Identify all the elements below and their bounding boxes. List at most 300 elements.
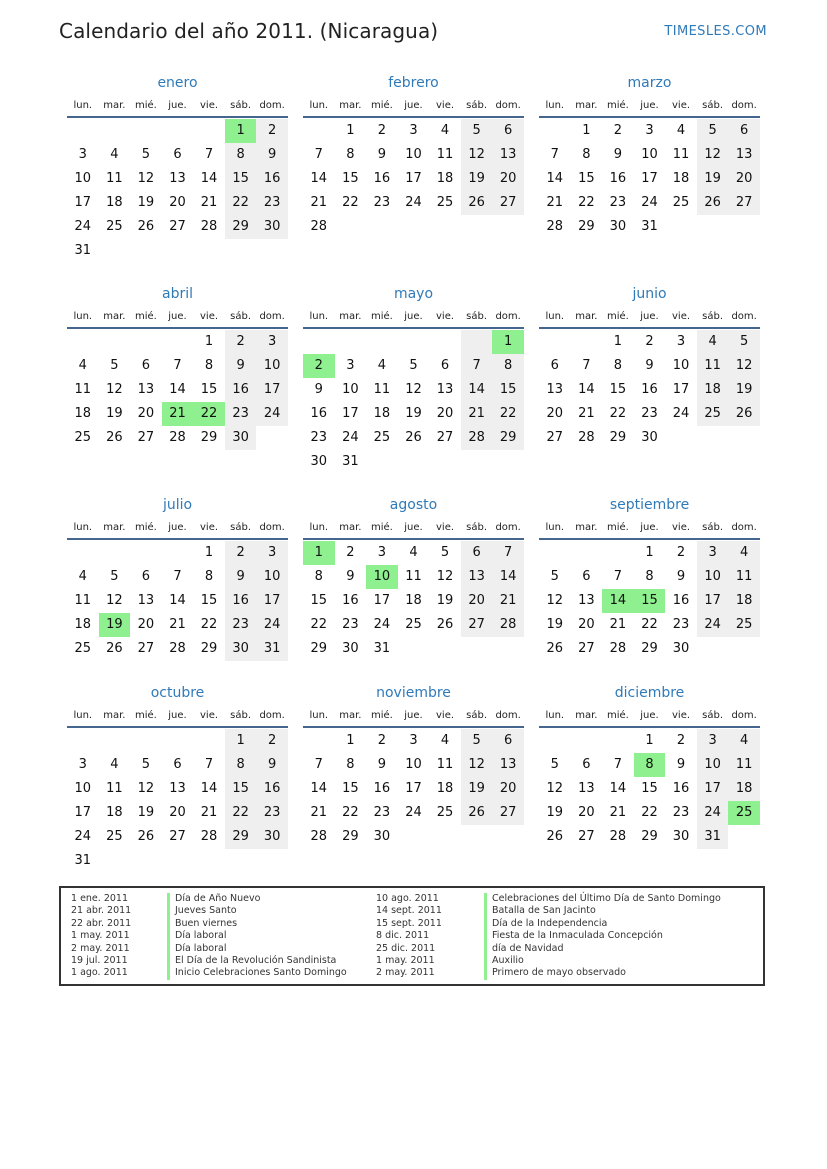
month-name: marzo (627, 75, 672, 91)
week-row (303, 565, 524, 589)
empty-day-cell (429, 637, 461, 661)
day-cell: 29 (200, 641, 218, 656)
day-cell: 24 (641, 195, 658, 210)
day-cell: 19 (137, 195, 155, 210)
weekday-header (67, 305, 288, 329)
empty-day-cell (398, 215, 430, 239)
day-cell: 16 (310, 406, 328, 421)
week-row (303, 143, 524, 167)
day-cell: 13 (492, 143, 524, 167)
day-cell: 12 (461, 143, 493, 167)
empty-day-cell (539, 729, 571, 753)
empty-day-cell (571, 330, 603, 354)
legend-holiday-name: Primero de mayo observado (484, 967, 721, 979)
day-cell: 18 (74, 617, 92, 632)
empty-day-cell (130, 729, 162, 753)
day-cell: 3 (256, 541, 288, 565)
day-cell: 24 (405, 805, 422, 820)
day-cell: 3 (645, 123, 654, 138)
day-cell: 11 (436, 757, 454, 772)
weekday-label: vie. (200, 99, 219, 111)
empty-day-cell (571, 729, 603, 753)
day-cell: 25 (672, 195, 690, 210)
weekday-label: mar. (103, 521, 126, 533)
day-cell: 20 (546, 406, 564, 421)
day-cell: 9 (256, 753, 288, 777)
day-cell: 14 (169, 593, 186, 608)
weekday-label: vie. (200, 310, 219, 322)
day-cell: 20 (169, 195, 186, 210)
day-cell: 29 (641, 829, 658, 844)
day-cell: 7 (314, 757, 323, 772)
day-cell: 13 (169, 171, 186, 186)
day-cell: 12 (405, 382, 422, 397)
day-cell: 23 (342, 617, 359, 632)
week-row (539, 354, 760, 378)
legend-holiday-date: 25 dic. 2011 (376, 942, 436, 954)
day-cell: 19 (728, 378, 760, 402)
day-cell: 19 (106, 406, 123, 421)
day-cell: 4 (697, 330, 729, 354)
day-cell: 31 (256, 637, 288, 661)
weekday-label: jue. (640, 709, 659, 721)
day-cell: 11 (373, 382, 391, 397)
day-cell: 28 (609, 641, 627, 656)
day-cell: 18 (672, 171, 690, 186)
weekday-label: lun. (309, 521, 329, 533)
holiday-day-cell: 1 (225, 119, 257, 143)
weekday-label: sáb. (230, 521, 252, 533)
day-cell: 23 (672, 805, 690, 820)
month-septiembre (539, 494, 760, 682)
weekday-label: jue. (640, 99, 659, 111)
day-cell: 24 (256, 613, 288, 637)
day-cell: 22 (578, 195, 595, 210)
weekday-label: lun. (309, 709, 329, 721)
day-cell: 10 (405, 147, 422, 162)
week-row (67, 354, 288, 378)
day-cell: 16 (256, 167, 288, 191)
week-row (539, 541, 760, 565)
month-abril (67, 283, 288, 494)
day-cell: 20 (728, 167, 760, 191)
week-row (303, 589, 524, 613)
day-cell: 21 (169, 617, 186, 632)
empty-day-cell (99, 729, 131, 753)
day-cell: 20 (436, 406, 454, 421)
day-cell: 13 (137, 382, 155, 397)
month-junio (539, 283, 760, 494)
day-cell: 6 (141, 358, 151, 373)
day-cell: 31 (373, 641, 391, 656)
month-name: julio (162, 497, 193, 513)
day-cell: 5 (550, 569, 559, 584)
weekday-label: mié. (134, 310, 157, 322)
weekday-label: sáb. (702, 310, 724, 322)
empty-day-cell (366, 215, 398, 239)
day-cell: 18 (74, 406, 92, 421)
weekday-label: sáb. (466, 709, 488, 721)
week-row (67, 777, 288, 801)
empty-day-cell (492, 825, 524, 849)
month-name: diciembre (614, 685, 685, 701)
day-cell: 8 (346, 147, 355, 162)
legend-holiday-name: Jueves Santo (167, 905, 347, 917)
weekday-header (67, 94, 288, 118)
weekday-label: mié. (134, 521, 157, 533)
day-cell: 31 (74, 243, 92, 258)
day-cell: 24 (672, 406, 690, 421)
day-cell: 3 (377, 545, 387, 560)
weekday-label: vie. (436, 521, 455, 533)
empty-day-cell (225, 239, 257, 263)
week-row (539, 589, 760, 613)
week-row (67, 589, 288, 613)
week-row (303, 729, 524, 753)
day-cell: 3 (697, 541, 729, 565)
day-cell: 10 (256, 565, 288, 589)
day-cell: 26 (436, 617, 454, 632)
day-cell: 18 (106, 195, 123, 210)
weekday-header (303, 305, 524, 329)
week-row (303, 119, 524, 143)
legend-right-names (484, 893, 721, 980)
day-cell: 9 (256, 143, 288, 167)
day-cell: 20 (492, 777, 524, 801)
day-cell: 26 (461, 801, 493, 825)
empty-day-cell (602, 541, 634, 565)
month-julio (67, 494, 288, 682)
empty-day-cell (193, 119, 225, 143)
day-cell: 8 (204, 358, 214, 373)
day-cell: 18 (728, 589, 760, 613)
day-cell: 24 (405, 195, 422, 210)
empty-day-cell (571, 541, 603, 565)
week-row (67, 637, 288, 661)
day-cell: 12 (697, 143, 729, 167)
legend-holiday-name: Batalla de San Jacinto (484, 905, 721, 917)
month-octubre (67, 682, 288, 887)
weekday-label: dom. (731, 521, 757, 533)
legend-holiday-name: Buen viernes (167, 918, 347, 930)
day-cell: 6 (440, 358, 450, 373)
week-row (303, 402, 524, 426)
day-cell: 25 (74, 641, 92, 656)
day-cell: 12 (461, 753, 493, 777)
legend-holiday-name: día de Navidad (484, 943, 721, 955)
weekday-label: vie. (672, 310, 691, 322)
day-cell: 14 (492, 565, 524, 589)
day-cell: 12 (436, 569, 454, 584)
day-cell: 1 (346, 123, 355, 138)
month-name: noviembre (376, 685, 451, 701)
day-cell: 12 (137, 781, 155, 796)
week-row (303, 753, 524, 777)
holiday-day-cell: 15 (634, 589, 666, 613)
day-cell: 18 (436, 781, 454, 796)
empty-day-cell (256, 426, 288, 450)
weekday-label: mié. (606, 310, 629, 322)
weekday-label: dom. (731, 99, 757, 111)
legend-left-names (167, 893, 347, 980)
week-row (67, 119, 288, 143)
empty-day-cell (162, 729, 194, 753)
legend-holiday-name: Celebraciones del Último Día de Santo Domingo (484, 893, 721, 905)
empty-day-cell (303, 119, 335, 143)
legend-holiday-date: 15 sept. 2011 (376, 917, 442, 929)
day-cell: 19 (461, 167, 493, 191)
day-cell: 16 (373, 171, 391, 186)
day-cell: 24 (342, 430, 359, 445)
empty-day-cell (429, 450, 461, 474)
day-cell: 29 (225, 825, 257, 849)
legend-holiday-date: 2 may. 2011 (376, 967, 435, 979)
empty-day-cell (99, 119, 131, 143)
empty-day-cell (130, 849, 162, 873)
day-cell: 30 (609, 219, 627, 234)
day-cell: 17 (373, 593, 391, 608)
brand-logo-text[interactable]: TIMESLES.COM (664, 24, 767, 39)
day-cell: 24 (74, 219, 92, 234)
day-cell: 13 (546, 382, 564, 397)
day-cell: 31 (342, 454, 359, 469)
day-cell: 8 (492, 354, 524, 378)
day-cell: 10 (74, 781, 92, 796)
empty-day-cell (697, 637, 729, 661)
week-row (67, 565, 288, 589)
weekday-label: sáb. (466, 99, 488, 111)
day-cell: 21 (546, 195, 564, 210)
day-cell: 7 (613, 757, 623, 772)
day-cell: 17 (697, 589, 729, 613)
weekday-label: mar. (339, 99, 362, 111)
week-row (67, 729, 288, 753)
weekday-label: sáb. (702, 99, 724, 111)
week-row (303, 191, 524, 215)
day-cell: 2 (676, 545, 686, 560)
day-cell: 24 (256, 402, 288, 426)
legend-right-dates (376, 893, 442, 980)
empty-day-cell (461, 450, 493, 474)
holiday-day-cell: 21 (162, 402, 194, 426)
day-cell: 25 (436, 805, 454, 820)
month-name: junio (632, 286, 667, 302)
day-cell: 10 (342, 382, 359, 397)
day-cell: 5 (141, 757, 151, 772)
day-cell: 30 (672, 829, 690, 844)
day-cell: 6 (173, 757, 182, 772)
weekday-label: lun. (545, 709, 565, 721)
day-cell: 17 (74, 195, 92, 210)
day-cell: 20 (492, 167, 524, 191)
day-cell: 9 (613, 147, 623, 162)
week-row (539, 119, 760, 143)
weekday-header (67, 516, 288, 540)
day-cell: 6 (492, 729, 524, 753)
empty-day-cell (398, 637, 430, 661)
month-name: mayo (393, 286, 434, 302)
week-row (67, 801, 288, 825)
day-cell: 15 (578, 171, 595, 186)
legend-holiday-date: 19 jul. 2011 (71, 954, 128, 966)
weekday-label: sáb. (702, 521, 724, 533)
day-cell: 30 (225, 637, 257, 661)
weekday-label: lun. (73, 310, 93, 322)
day-cell: 6 (550, 358, 559, 373)
week-row (67, 825, 288, 849)
empty-day-cell (193, 849, 225, 873)
empty-day-cell (366, 450, 398, 474)
day-cell: 6 (728, 119, 760, 143)
day-cell: 15 (310, 593, 328, 608)
day-cell: 27 (461, 613, 493, 637)
empty-day-cell (461, 330, 493, 354)
month-mayo (303, 283, 524, 494)
empty-day-cell (130, 239, 162, 263)
day-cell: 7 (582, 358, 591, 373)
weekday-label: mar. (103, 709, 126, 721)
day-cell: 15 (225, 167, 257, 191)
day-cell: 22 (641, 805, 658, 820)
day-cell: 30 (310, 454, 328, 469)
day-cell: 17 (342, 406, 359, 421)
day-cell: 23 (225, 402, 257, 426)
week-row (539, 753, 760, 777)
legend-holiday-date: 21 abr. 2011 (71, 905, 132, 917)
weekday-label: mié. (370, 709, 393, 721)
day-cell: 2 (645, 334, 654, 349)
weekday-label: dom. (731, 310, 757, 322)
day-cell: 28 (200, 829, 218, 844)
day-cell: 27 (578, 829, 595, 844)
day-cell: 6 (141, 569, 151, 584)
day-cell: 17 (405, 781, 422, 796)
week-row (67, 167, 288, 191)
weekday-label: mié. (370, 521, 393, 533)
week-row (539, 777, 760, 801)
empty-day-cell (728, 825, 760, 849)
weekday-label: jue. (168, 310, 187, 322)
empty-day-cell (67, 729, 99, 753)
empty-day-cell (67, 330, 99, 354)
day-cell: 4 (409, 545, 418, 560)
day-cell: 1 (204, 334, 214, 349)
empty-day-cell (539, 119, 571, 143)
day-cell: 30 (225, 426, 257, 450)
day-cell: 30 (256, 215, 288, 239)
day-cell: 1 (204, 545, 214, 560)
day-cell: 13 (461, 565, 493, 589)
day-cell: 30 (641, 430, 658, 445)
day-cell: 8 (346, 757, 355, 772)
day-cell: 21 (609, 617, 627, 632)
day-cell: 3 (78, 147, 87, 162)
legend-left-dates (71, 893, 131, 980)
legend-holiday-date: 10 ago. 2011 (376, 893, 439, 904)
weekday-label: mar. (575, 310, 598, 322)
weekday-label: vie. (672, 521, 691, 533)
day-cell: 16 (373, 781, 391, 796)
day-cell: 5 (697, 119, 729, 143)
day-cell: 26 (106, 430, 123, 445)
weekday-label: mié. (606, 99, 629, 111)
day-cell: 7 (173, 358, 182, 373)
day-cell: 5 (550, 757, 559, 772)
holiday-day-cell: 2 (303, 354, 335, 378)
day-cell: 28 (461, 426, 493, 450)
empty-day-cell (162, 330, 194, 354)
day-cell: 15 (492, 378, 524, 402)
day-cell: 11 (728, 565, 760, 589)
day-cell: 29 (310, 641, 328, 656)
empty-day-cell (303, 729, 335, 753)
legend-holiday-name: Día laboral (167, 943, 347, 955)
day-cell: 23 (373, 195, 391, 210)
day-cell: 31 (641, 219, 658, 234)
day-cell: 22 (342, 805, 359, 820)
day-cell: 14 (200, 781, 218, 796)
empty-day-cell (366, 330, 398, 354)
day-cell: 23 (641, 406, 658, 421)
day-cell: 29 (492, 426, 524, 450)
week-row (303, 354, 524, 378)
day-cell: 8 (204, 569, 214, 584)
day-cell: 25 (106, 829, 123, 844)
day-cell: 25 (106, 219, 123, 234)
day-cell: 9 (645, 358, 654, 373)
day-cell: 5 (461, 119, 493, 143)
legend-holiday-name: Día de la Independencia (484, 918, 721, 930)
day-cell: 21 (200, 195, 218, 210)
empty-day-cell (130, 330, 162, 354)
month-enero (67, 72, 288, 283)
weekday-label: jue. (168, 99, 187, 111)
week-row (67, 541, 288, 565)
day-cell: 17 (641, 171, 658, 186)
weekday-label: jue. (640, 310, 659, 322)
day-cell: 2 (256, 119, 288, 143)
day-cell: 25 (697, 402, 729, 426)
month-diciembre (539, 682, 760, 887)
day-cell: 29 (578, 219, 595, 234)
empty-day-cell (429, 330, 461, 354)
day-cell: 7 (492, 541, 524, 565)
day-cell: 29 (225, 215, 257, 239)
day-cell: 27 (169, 219, 186, 234)
holiday-day-cell: 1 (303, 541, 335, 565)
empty-day-cell (602, 729, 634, 753)
day-cell: 13 (137, 593, 155, 608)
day-cell: 15 (342, 781, 359, 796)
weekday-label: sáb. (230, 99, 252, 111)
month-marzo (539, 72, 760, 283)
day-cell: 18 (373, 406, 391, 421)
day-cell: 26 (728, 402, 760, 426)
day-cell: 14 (169, 382, 186, 397)
weekday-label: lun. (545, 310, 565, 322)
day-cell: 17 (405, 171, 422, 186)
day-cell: 7 (613, 569, 623, 584)
day-cell: 18 (436, 171, 454, 186)
day-cell: 3 (409, 123, 418, 138)
weekday-label: mar. (339, 310, 362, 322)
empty-day-cell (429, 215, 461, 239)
holiday-day-cell: 25 (728, 801, 760, 825)
day-cell: 29 (641, 641, 658, 656)
weekday-label: dom. (259, 521, 285, 533)
week-row (303, 215, 524, 239)
day-cell: 6 (173, 147, 182, 162)
